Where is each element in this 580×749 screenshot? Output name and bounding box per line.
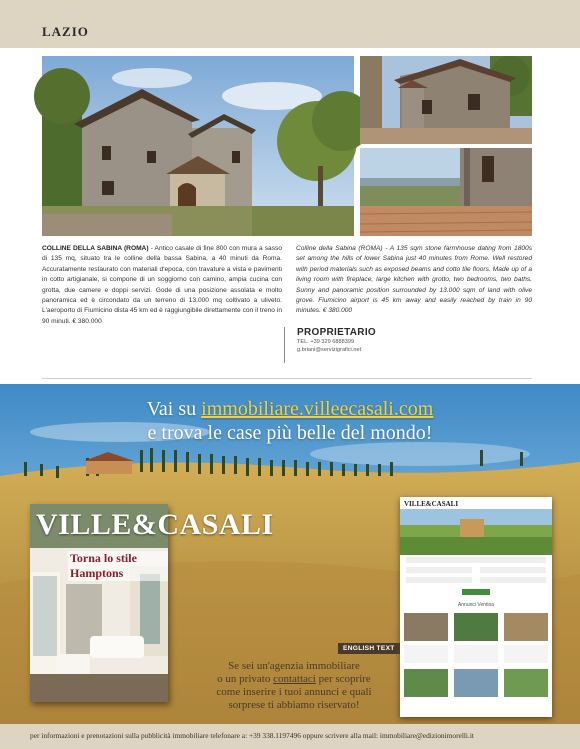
ad-sub-line2b: per scoprire [315,673,371,685]
owner-phone: TEL. +39 329 6888399 [297,339,355,345]
magazine-headline: Torna lo stile Hamptons [68,551,168,581]
english-text-tag: ENGLISH TEXT [338,643,400,654]
section-title: LAZIO [42,24,89,39]
stone-farmhouse-photo [42,56,354,236]
italian-body: - Antico casale di fine 800 con mura a sasso di 135 mq, situato tra le colline della bassa Sabina, a 40 minuti da Roma. Accuratamente restaurato con materiali d'epoca, con travature a vista e pavimenti in cotto artigianale, si compone di un soggiorno con camino, ampia cucina con grotta, due camere e doppi servizi. Gode di una posizione assolata e molto panoramica ed è circondato da un terreno di 13.000 mq coltivato a uliveto. L'aeroporto di Fiumicino dista 45 km ed è raggiungibile direttamente con il treno in 90 minuti. € 380.000 [42,245,282,325]
ad-sub-line2a: o un privato [217,673,274,685]
ad-headline [0,397,580,445]
italian-title: COLLINE DELLA SABINA (ROMA) [42,245,149,252]
footer-contact-text: per informazioni e prenotazioni sulla pubblicità immobiliare telefonare a: +39 338.1197496 oppure scrivere alla mail: immobiliare@edizionimorelli.it [30,731,474,740]
ad-sub-line3: come inserire i tuoi annunci e quali [216,686,372,698]
magazine-masthead: VILLE&CASALI [36,508,274,541]
farmhouse-side-photo [360,56,532,144]
footer-band [0,724,580,749]
owner-title: PROPRIETARIO [297,327,376,338]
divider [42,378,532,379]
owner-email[interactable]: g.briani@servizigrafici.net [297,347,362,353]
website-logo: VILLE&CASALI [404,500,459,508]
ad-sub-line1: Se sei un'agenzia immobiliare [228,660,360,672]
contact-link[interactable]: contattaci [273,673,316,685]
english-description: Colline della Sabina (ROMA) - A 135 sqm stone farmhouse dating from 1800s set among the hills of lower Sabina just 40 minutes from Rome. Well restored with period materials such as exposed beams and cotto tile floors. Made up of a living room with fireplace, large kitchen with grotto, two bedrooms, two baths. Sunny and panoramic position surrounded by 13.000 sqm of land with olive grove. Fiumicino airport is 45 km away and easily reached by train in 90 minutes. € 380.000 [296,245,532,315]
ad-headline-prefix: Vai su [146,398,202,420]
ad-headline-line2: e trova le case più belle del mondo! [147,422,433,444]
advertisement-banner [0,384,580,729]
website-section-heading: Annunci Ventina [457,602,495,608]
italian-description [42,244,282,327]
owner-contact-box [284,327,376,363]
ad-subtext [192,660,396,712]
website-link[interactable]: immobiliare.villeecasali.com [201,398,434,420]
website-screenshot [400,497,552,717]
terrace-view-photo [360,148,532,236]
ad-sub-line4: sorprese ti abbiamo riservato! [228,699,360,711]
